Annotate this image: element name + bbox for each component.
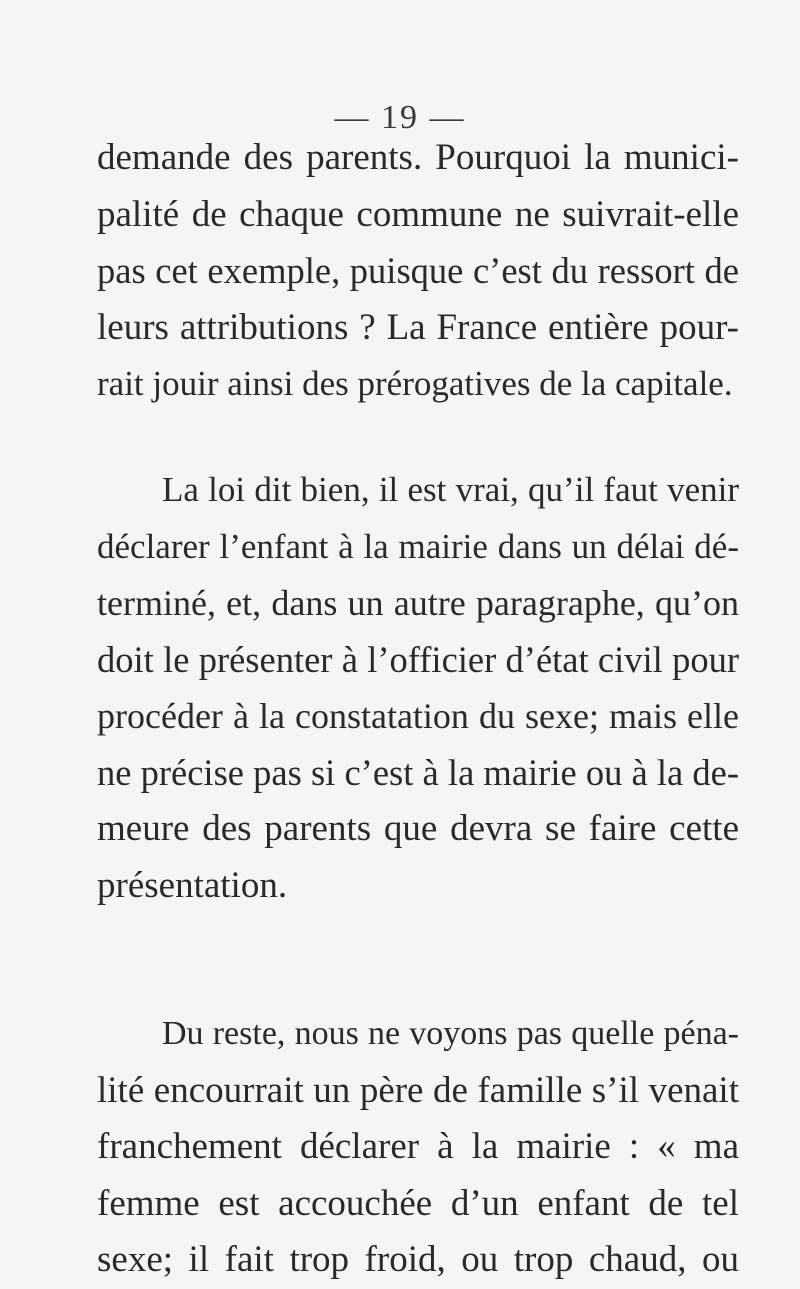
paragraph-line: palité de chaque commune ne suivrait-elle: [97, 193, 739, 235]
page-number: — 19 —: [334, 99, 466, 136]
paragraph-line: pas cet exemple, puisque c’est du ressort de: [97, 250, 739, 291]
paragraph-3: [97, 1006, 739, 1289]
paragraph-1: [97, 130, 739, 413]
paragraph-line: ne précise pas si c’est à la mairie ou à la de-: [97, 751, 739, 793]
paragraph-line: doit le présenter à l’officier d’état civil pour: [97, 638, 739, 680]
paragraph-line: sexe; il fait trop froid, ou trop chaud, ou: [97, 1239, 739, 1280]
paragraph-line: lité encourrait un père de famille s’il venait: [97, 1069, 739, 1111]
paragraph-line: présentation.: [97, 864, 288, 906]
paragraph-line: terminé, et, dans un autre paragraphe, qu’on: [97, 583, 739, 623]
paragraph-line: La loi dit bien, il est vrai, qu’il faut venir: [162, 470, 739, 509]
paragraph-2: [97, 462, 739, 914]
paragraph-line: demande des parents. Pourquoi la munici-: [97, 137, 739, 178]
paragraph-line: franchement déclarer à la mairie : « ma: [97, 1126, 739, 1167]
paragraph-line: meure des parents que devra se faire cette: [97, 808, 739, 849]
paragraph-line: rait jouir ainsi des prérogatives de la capitale.: [97, 364, 733, 403]
paragraph-line: leurs attributions ? La France entière pour-: [97, 306, 739, 348]
paragraph-line: déclarer l’enfant à la mairie dans un délai dé-: [97, 526, 739, 566]
paragraph-line: procéder à la constatation du sexe; mais elle: [97, 696, 739, 736]
paragraph-line: femme est accouchée d’un enfant de tel: [97, 1182, 739, 1224]
paragraph-line: Du reste, nous ne voyons pas quelle péna-: [162, 1015, 739, 1052]
